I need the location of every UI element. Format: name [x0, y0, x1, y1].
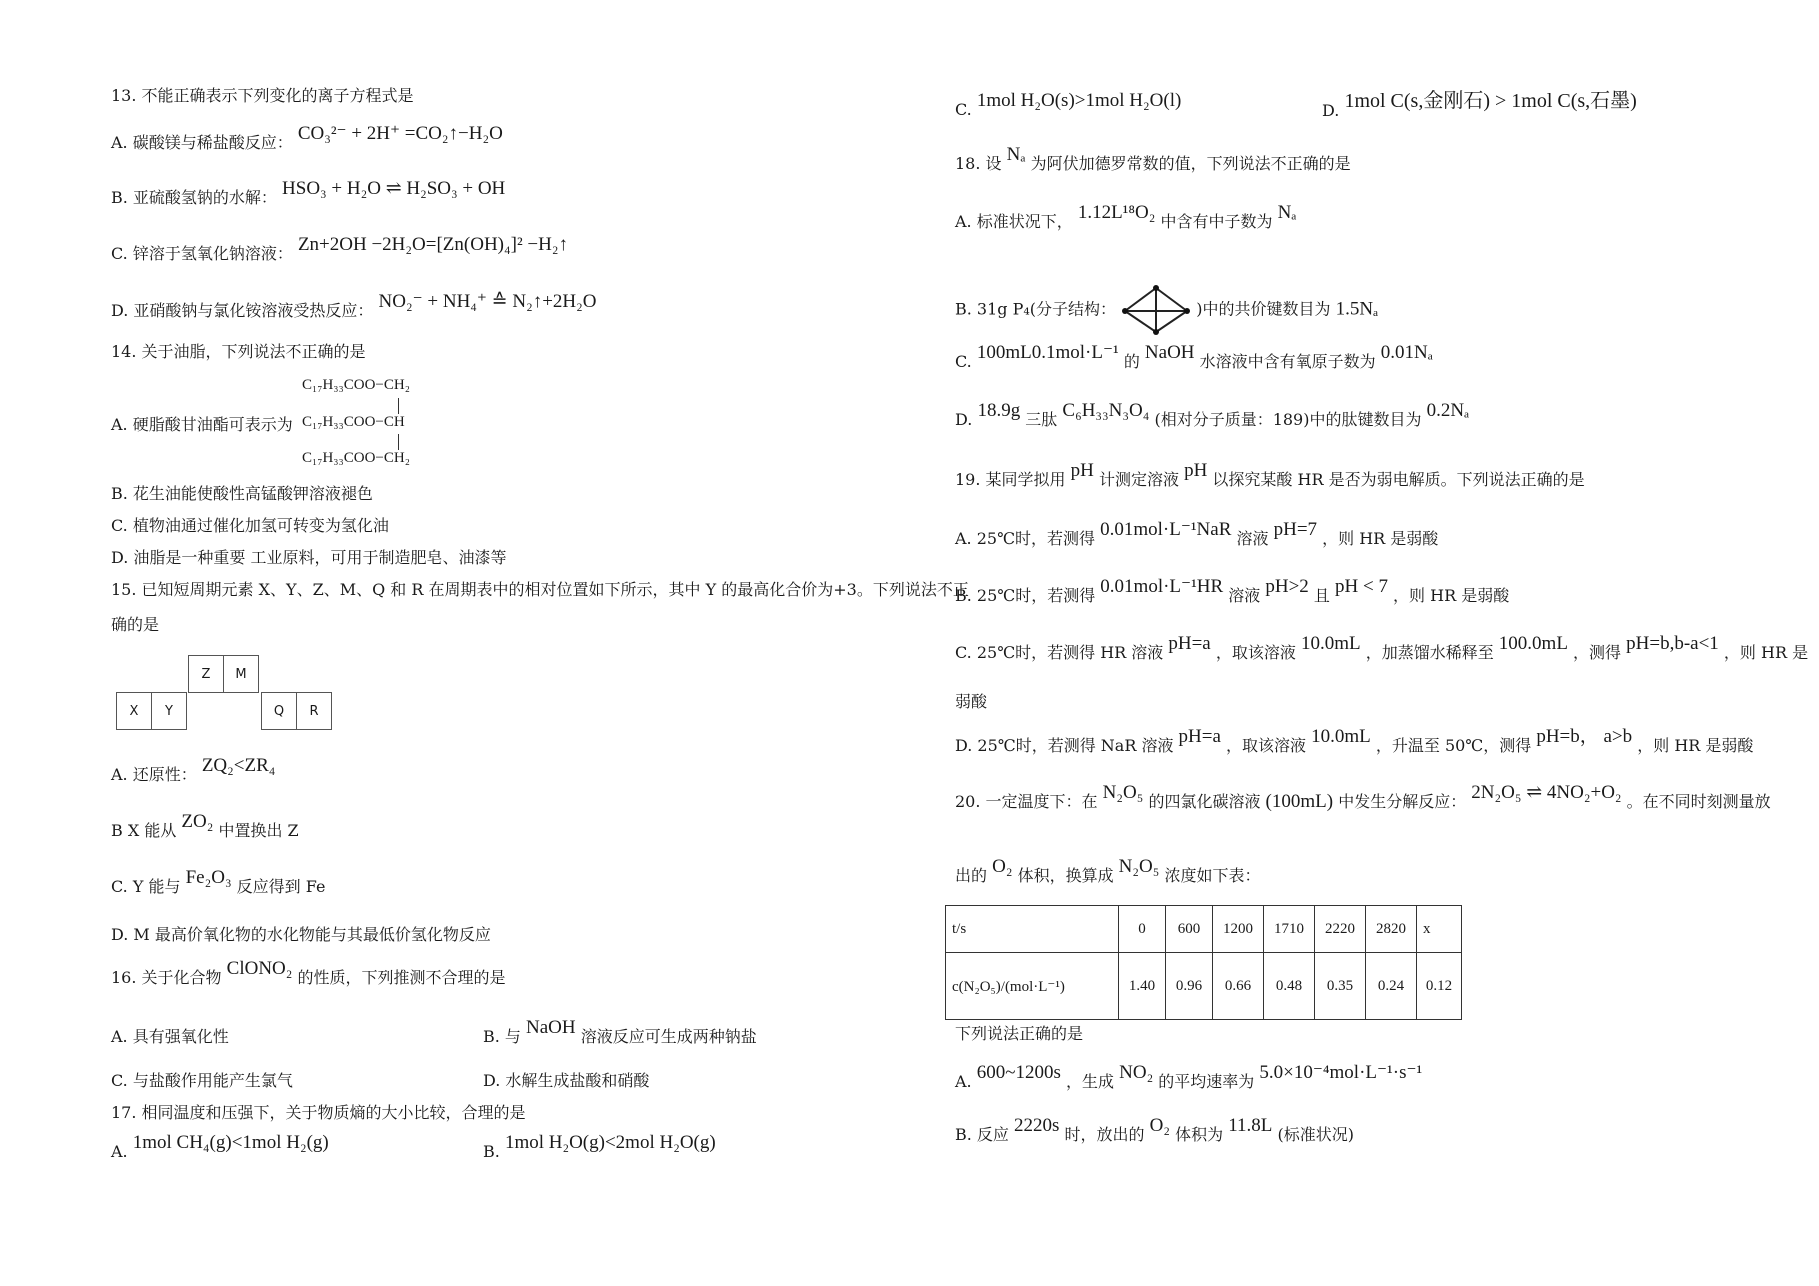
q19-b-text-4: ，则 HR 是弱酸: [1393, 586, 1510, 605]
q19-a-text-1: A. 25℃时，若测得: [955, 529, 1095, 548]
q15-c-tail: 反应得到 Fe: [236, 877, 326, 896]
q13-option-c: [111, 234, 568, 264]
q18-option-c: [955, 342, 1433, 372]
q20-option-a: [955, 1062, 1423, 1092]
q13-c-label: C. 锌溶于氢氧化钠溶液：: [111, 244, 293, 263]
q19-d-text-2: ，取该溶液: [1226, 736, 1307, 755]
q18-d-formula: 18.9g: [977, 400, 1021, 421]
q19-stem: [955, 460, 1585, 490]
q18-d-formula-2: C₆H₃₃N₃O₄: [1062, 400, 1150, 421]
q19-d-text-4: ，则 HR 是弱酸: [1637, 736, 1754, 755]
q20-option-b: [955, 1115, 1354, 1145]
q19-option-c-continued: 弱酸: [955, 692, 988, 711]
q19-stem-ph-1: pH: [1070, 460, 1094, 481]
q19-d-formula: pH=a: [1178, 726, 1221, 747]
p4-tetrahedron-icon: [1121, 284, 1191, 336]
table-cell: t/s: [946, 906, 1119, 953]
q20-data-table: [945, 905, 1462, 1020]
q19-b-formula-2: pH>2: [1265, 576, 1309, 597]
q19-option-a: [955, 519, 1439, 549]
q16-b-text-1: B. 与: [483, 1027, 521, 1046]
q17-option-a: [111, 1132, 329, 1162]
q19-b-text-1: B. 25℃时，若测得: [955, 586, 1096, 605]
q20-stem-formula-1: N₂O₅: [1102, 782, 1144, 803]
q20-stem-text-2: 的四氯化碳溶液: [1148, 792, 1261, 811]
q19-a-text-2: 溶液: [1236, 529, 1269, 548]
q15-a-equation: ZQ₂<ZR₄: [201, 755, 276, 776]
q17-stem: 17. 相同温度和压强下，关于物质熵的大小比较，合理的是: [111, 1103, 526, 1122]
q20-a-formula-3: 5.0×10⁻⁴mol·L⁻¹·s⁻¹: [1259, 1062, 1423, 1083]
q15-stem-line-1: 15. 已知短周期元素 X、Y、Z、M、Q 和 R 在周期表中的相对位置如下所示，其中 Y 的最高化合价为+3。下列说法不正: [111, 580, 969, 599]
q19-d-formula-3: pH=b， a>b: [1536, 726, 1633, 747]
q19-c-text-2: ，取该溶液: [1215, 643, 1296, 662]
q13-a-equation: CO₃²⁻ + 2H⁺ =CO₂↑−H₂O: [297, 123, 503, 144]
q18-b-text-1: B. 31g P₄(分子结构：: [955, 299, 1117, 319]
q16-stem: [111, 958, 506, 988]
q20-a-formula-2: NO₂: [1119, 1062, 1154, 1083]
q13-b-equation: HSO₃ + H₂O ⇌ H₂SO₃ + OH: [282, 178, 506, 199]
q13-a-label: A. 碳酸镁与稀盐酸反应：: [111, 133, 293, 152]
q14-structure-line-2: C₁₇H₃₃COO−CH: [302, 414, 405, 430]
q13-d-equation: NO₂⁻ + NH₄⁺ ≙ N₂↑+2H₂O: [378, 291, 597, 312]
q17-a-label: A.: [111, 1142, 128, 1161]
q14-structure-line-3: C₁₇H₃₃COO−CH₂: [302, 450, 410, 466]
q16-stem-formula: ClONO₂: [226, 958, 293, 979]
q14-option-d: D. 油脂是一种重要 工业原料，可用于制造肥皂、油漆等: [111, 548, 507, 567]
q18-c-formula-2: NaOH: [1144, 342, 1195, 363]
q15-option-c: [111, 867, 326, 897]
q20-stem-text-3: 中发生分解反应：: [1338, 792, 1467, 811]
table-cell: c(N₂O₅)/(mol·L⁻¹): [946, 953, 1119, 1020]
q15-option-a: [111, 755, 276, 785]
q18-option-d: [955, 400, 1470, 430]
q18-d-text-1: 三肽: [1025, 410, 1058, 429]
pt-cell-r: R: [296, 692, 332, 730]
q20-stem-text-4: 。在不同时刻测量放: [1626, 792, 1771, 811]
q15-c-equation: Fe₂O₃: [185, 867, 232, 888]
q16-option-d: D. 水解生成盐酸和硝酸: [483, 1071, 650, 1090]
q20-stem-text-6: 体积，换算成: [1017, 866, 1114, 885]
q17-c-label: C.: [955, 100, 972, 119]
q19-c-formula-2: 10.0mL: [1300, 633, 1361, 654]
q19-c-formula-3: 100.0mL: [1498, 633, 1568, 654]
q17-c-equation: 1mol H₂O(s)>1mol H₂O(l): [976, 90, 1182, 111]
q19-option-d: [955, 726, 1754, 756]
q14-option-c: C. 植物油通过催化加氢可转变为氢化油: [111, 516, 389, 535]
table-cell: 0: [1119, 906, 1166, 953]
q13-option-b: [111, 178, 506, 208]
q19-stem-ph-2: pH: [1184, 460, 1208, 481]
q19-option-c: [955, 633, 1809, 663]
q15-b-equation: ZO₂: [181, 811, 214, 832]
q19-a-text-3: ，则 HR 是弱酸: [1322, 529, 1439, 548]
q20-b-formula-3: 11.8L: [1228, 1115, 1273, 1136]
q16-b-text-2: 溶液反应可生成两种钠盐: [580, 1027, 757, 1046]
q18-a-text-2: 中含有中子数为: [1160, 212, 1273, 231]
pt-cell-m: M: [223, 655, 259, 693]
pt-cell-y: Y: [151, 692, 187, 730]
q19-a-formula: 0.01mol·L⁻¹NaR: [1100, 519, 1232, 540]
q14-option-b: B. 花生油能使酸性高锰酸钾溶液褪色: [111, 484, 373, 503]
table-cell: 2820: [1366, 906, 1417, 953]
q20-stem-line-1: [955, 782, 1771, 812]
q19-a-formula-2: pH=7: [1273, 519, 1318, 540]
q18-d-text-2: (相对分子质量：189)中的肽键数目为: [1154, 410, 1422, 429]
table-cell: 0.96: [1166, 953, 1213, 1020]
q19-c-text-4: ，测得: [1573, 643, 1622, 662]
q17-b-equation: 1mol H₂O(g)<2mol H₂O(g): [504, 1132, 716, 1153]
q20-stem-text-7: 浓度如下表：: [1164, 866, 1261, 885]
q13-option-d: [111, 291, 597, 321]
table-cell: x: [1417, 906, 1462, 953]
q14-stem: 14. 关于油脂，下列说法不正确的是: [111, 342, 366, 361]
q17-option-b: [483, 1132, 716, 1162]
q20-a-formula: 600~1200s: [976, 1062, 1061, 1083]
q17-b-label: B.: [483, 1142, 500, 1161]
q20-a-label: A.: [955, 1072, 972, 1091]
q20-b-formula-2: O₂: [1149, 1115, 1170, 1136]
q18-a-text-1: A. 标准状况下，: [955, 212, 1073, 231]
q13-c-equation: Zn+2OH −2H₂O=[Zn(OH)₄]² −H₂↑: [297, 234, 568, 255]
q18-stem-text-2: 为阿伏加德罗常数的值，下列说法不正确的是: [1030, 154, 1351, 173]
q16-b-formula: NaOH: [526, 1017, 576, 1038]
q19-c-formula: pH=a: [1168, 633, 1211, 654]
table-cell: 0.66: [1213, 953, 1264, 1020]
q13-stem: 13. 不能正确表示下列变化的离子方程式是: [111, 86, 414, 105]
q20-a-text-1: ，生成: [1066, 1072, 1115, 1091]
q19-b-formula-3: pH < 7: [1335, 576, 1388, 597]
q17-option-d: [1322, 90, 1637, 121]
q19-d-formula-2: 10.0mL: [1311, 726, 1371, 747]
q16-option-b: [483, 1017, 757, 1047]
q19-c-text-1: C. 25℃时，若测得 HR 溶液: [955, 643, 1164, 662]
q18-c-label: C.: [955, 352, 972, 371]
table-cell: 1200: [1213, 906, 1264, 953]
q19-c-formula-4: pH=b,b-a<1: [1626, 633, 1719, 654]
q17-d-label: D.: [1322, 101, 1340, 120]
q18-stem-symbol: Nₐ: [1006, 144, 1026, 165]
q19-d-text-3: ，升温至 50℃，测得: [1375, 736, 1532, 755]
q15-stem-line-2: 确的是: [111, 615, 160, 634]
q20-b-text-2: 时，放出的: [1064, 1125, 1145, 1144]
table-cell: 0.24: [1366, 953, 1417, 1020]
q20-after-table: 下列说法正确的是: [955, 1024, 1084, 1043]
q19-c-text-3: ，加蒸馏水稀释至: [1365, 643, 1494, 662]
q15-b-tail: 中置换出 Z: [218, 821, 299, 840]
q17-option-c: [955, 90, 1182, 120]
q20-stem-line-2: [955, 856, 1261, 886]
q13-option-a: [111, 123, 503, 153]
q18-option-a: [955, 202, 1297, 232]
q18-d-formula-3: 0.2Nₐ: [1426, 400, 1470, 421]
q19-stem-text-3: 以探究某酸 HR 是否为弱电解质。下列说法正确的是: [1212, 470, 1585, 489]
q18-stem: [955, 144, 1351, 174]
table-row: [946, 953, 1462, 1020]
table-cell: 1710: [1264, 906, 1315, 953]
q14-bond-2: [398, 434, 399, 450]
table-row: [946, 906, 1462, 953]
q18-d-label: D.: [955, 410, 973, 429]
q16-stem-text-1: 16. 关于化合物: [111, 968, 222, 987]
q18-c-formula-3: 0.01Nₐ: [1380, 342, 1433, 363]
q20-stem-formula-5: N₂O₅: [1118, 856, 1160, 877]
q14-structure-line-1: C₁₇H₃₃COO−CH₂: [302, 377, 410, 393]
q16-option-a: A. 具有强氧化性: [111, 1027, 229, 1046]
q18-a-formula-2: Nₐ: [1277, 202, 1297, 223]
q18-b-formula: 1.5Nₐ: [1335, 298, 1379, 320]
table-cell: 1.40: [1119, 953, 1166, 1020]
q20-b-text-1: B. 反应: [955, 1125, 1009, 1144]
q20-b-text-4: (标准状况): [1277, 1125, 1354, 1144]
q18-b-text-2: )中的共价键数目为: [1196, 299, 1331, 319]
q20-stem-text-5: 出的: [955, 866, 988, 885]
q20-stem-equation: 2N₂O₅ ⇌ 4NO₂+O₂: [1471, 782, 1622, 803]
q18-c-formula: 100mL0.1mol·L⁻¹: [976, 342, 1119, 363]
table-cell: 0.12: [1417, 953, 1462, 1020]
q19-stem-text-1: 19. 某同学拟用: [955, 470, 1066, 489]
q15-c-label: C. Y 能与: [111, 877, 181, 896]
q19-b-text-2: 溶液: [1228, 586, 1261, 605]
pt-cell-z: Z: [188, 655, 224, 693]
q18-c-text-2: 水溶液中含有氧原子数为: [1199, 352, 1376, 371]
q13-b-label: B. 亚硫酸氢钠的水解：: [111, 188, 277, 207]
q18-stem-text-1: 18. 设: [955, 154, 1002, 173]
table-cell: 0.35: [1315, 953, 1366, 1020]
q18-option-b: [955, 284, 1378, 336]
q16-option-c: C. 与盐酸作用能产生氯气: [111, 1071, 293, 1090]
q15-option-d: D. M 最高价氧化物的水化物能与其最低价氢化物反应: [111, 925, 491, 944]
q15-b-label: B X 能从: [111, 821, 177, 840]
table-cell: 2220: [1315, 906, 1366, 953]
q20-stem-formula-2: (100mL): [1265, 791, 1334, 812]
table-cell: 600: [1166, 906, 1213, 953]
q13-d-label: D. 亚硝酸钠与氯化铵溶液受热反应：: [111, 301, 374, 320]
pt-cell-x: X: [116, 692, 152, 730]
q14-bond-1: [398, 398, 399, 414]
q17-d-equation: 1mol C(s,金刚石) > 1mol C(s,石墨): [1344, 90, 1637, 112]
table-cell: 0.48: [1264, 953, 1315, 1020]
q14-option-a: A. 硬脂酸甘油酯可表示为: [111, 415, 293, 434]
q15-a-label: A. 还原性：: [111, 765, 197, 784]
q19-b-text-3: 且: [1313, 586, 1330, 605]
q20-stem-formula-4: O₂: [992, 856, 1013, 877]
q19-b-formula: 0.01mol·L⁻¹HR: [1100, 576, 1224, 597]
q18-a-formula: 1.12L¹⁸O₂: [1077, 202, 1156, 223]
q19-option-b: [955, 576, 1510, 606]
q20-b-formula: 2220s: [1014, 1115, 1060, 1136]
q18-c-text-1: 的: [1123, 352, 1140, 371]
q19-d-text-1: D. 25℃时，若测得 NaR 溶液: [955, 736, 1174, 755]
q16-stem-text-2: 的性质，下列推测不合理的是: [297, 968, 506, 987]
q17-a-equation: 1mol CH₄(g)<1mol H₂(g): [132, 1132, 329, 1153]
pt-cell-q: Q: [261, 692, 297, 730]
q20-a-text-2: 的平均速率为: [1158, 1072, 1255, 1091]
q19-c-text-5: ，则 HR 是: [1723, 643, 1809, 662]
q19-stem-text-2: 计测定溶液: [1098, 470, 1179, 489]
q20-stem-text-1: 20. 一定温度下：在: [955, 792, 1098, 811]
q15-option-b: [111, 811, 299, 841]
q20-b-text-3: 体积为: [1175, 1125, 1224, 1144]
